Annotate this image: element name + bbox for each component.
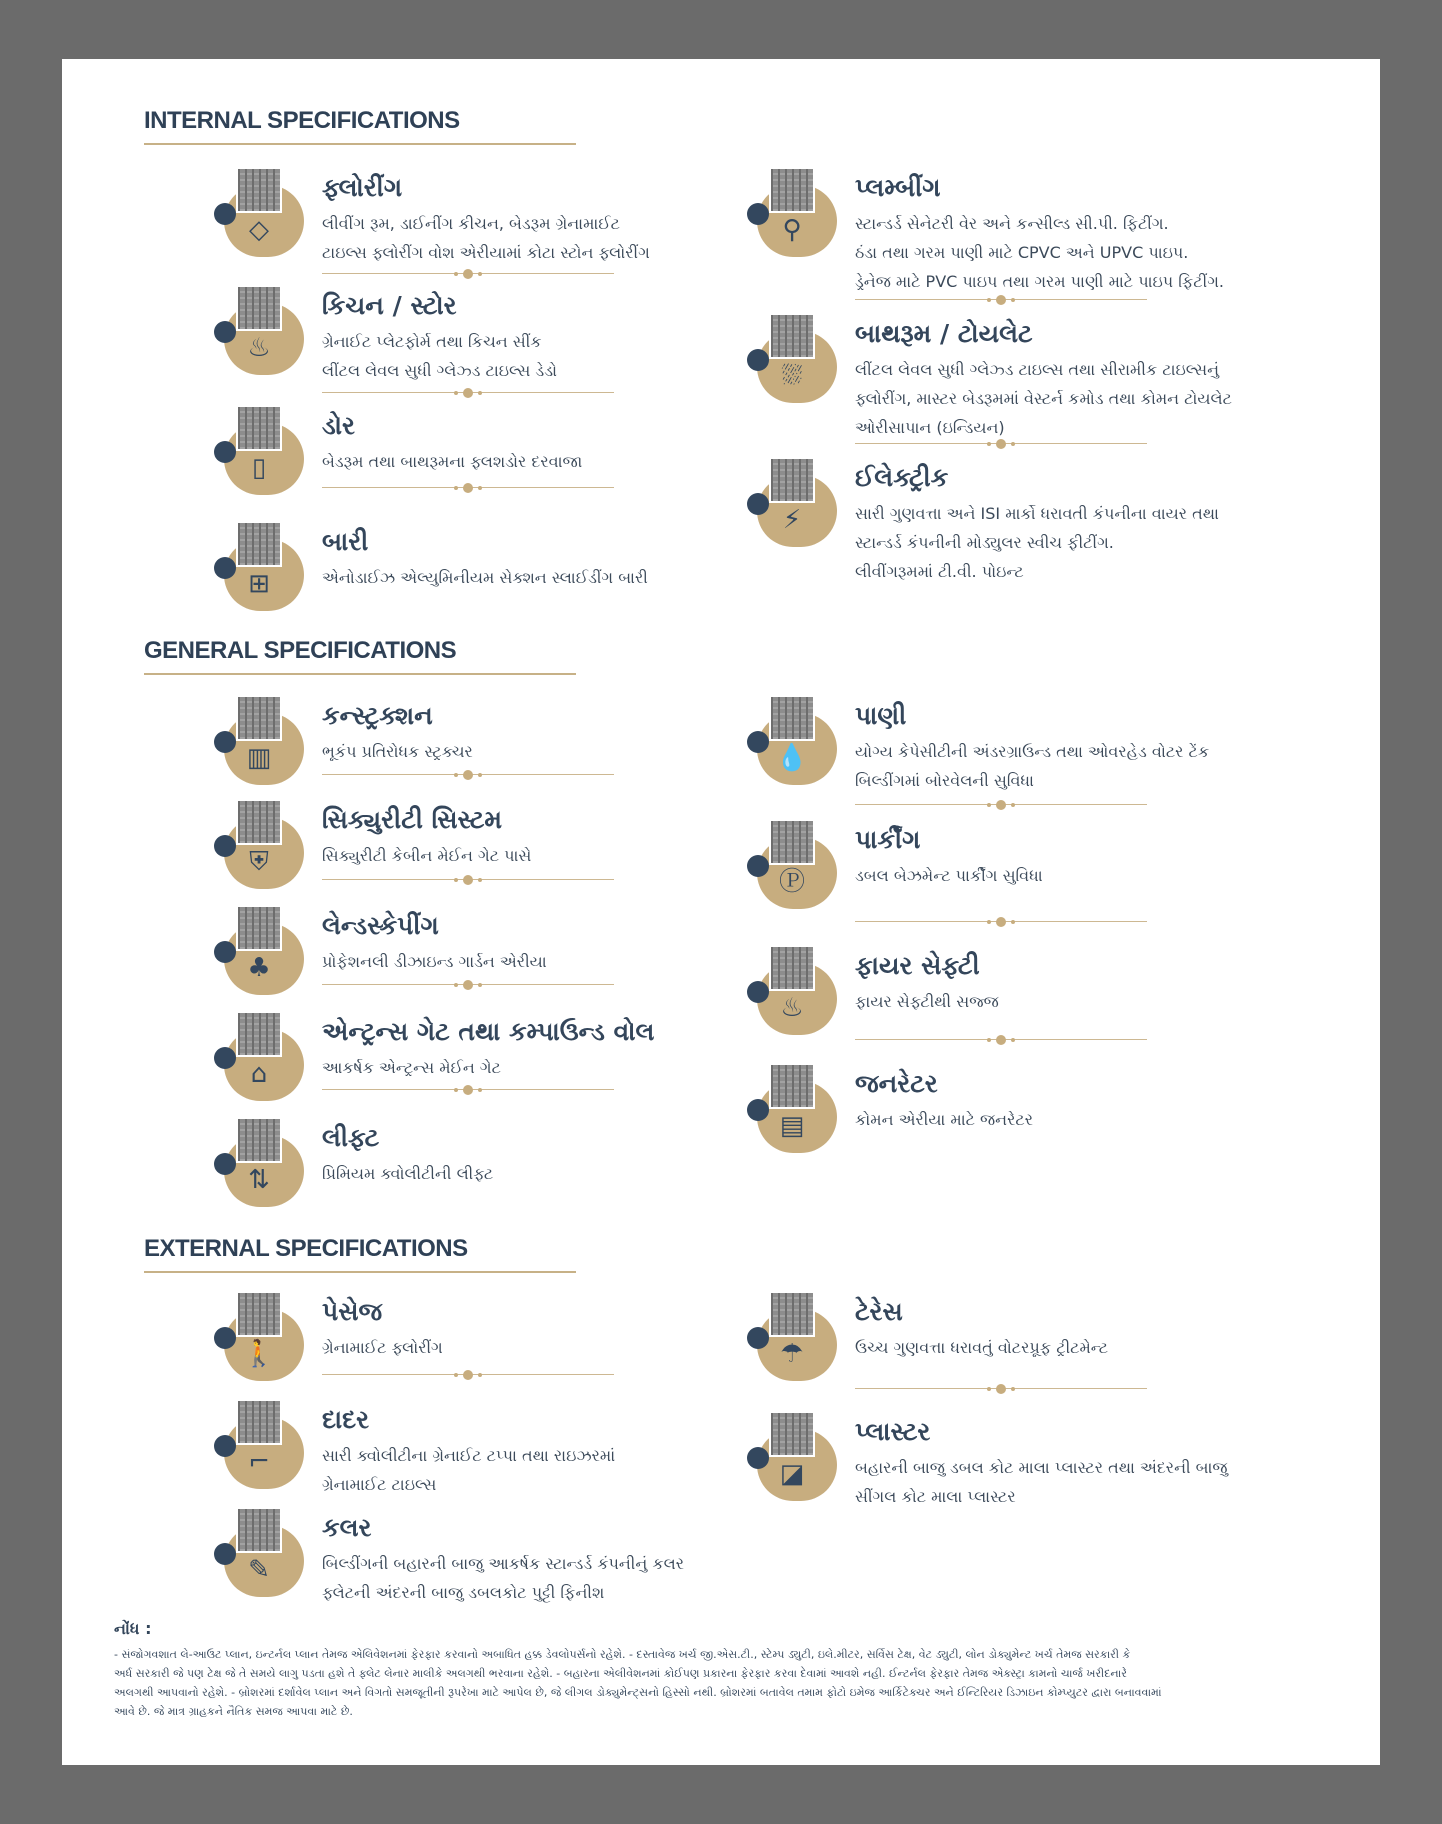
- generator-icon: ▤: [779, 1111, 805, 1141]
- spec-title: કન્સ્ટ્રક્શન: [322, 701, 433, 730]
- item-divider: [322, 774, 614, 775]
- walking-person-icon: 🚶: [242, 1339, 276, 1369]
- spec-desc: સારી ક્વોલીટીના ગ્રેનાઈટ ટપ્પા તથા રાઇઝરમાં ગ્રેનામાઈટ ટાઇલ્સ: [322, 1446, 616, 1494]
- item-divider: [855, 443, 1147, 444]
- spec-desc: ઉચ્ચ ગુણવત્તા ધરાવતું વોટરપ્રૂફ ટ્રીટમેન્ટ: [855, 1338, 1109, 1357]
- item-divider: [855, 1388, 1147, 1389]
- spec-title: કિચન / સ્ટોર: [322, 291, 457, 320]
- spec-title: પાર્કીંગ: [855, 825, 921, 854]
- window-icon: ⊞: [248, 569, 270, 599]
- spec-desc: ભૂકંપ પ્રતિરોધક સ્ટ્રક્ચર: [322, 742, 473, 761]
- trees-icon: ♣: [247, 953, 271, 983]
- water-drop-icon: 💧: [775, 743, 809, 773]
- section-divider: [144, 1271, 576, 1273]
- section-title-internal: INTERNAL SPECIFICATIONS: [144, 107, 460, 134]
- stairs-icon: ⌐: [248, 1447, 270, 1477]
- spec-desc: પ્રિમિયમ ક્વોલીટીની લીફ્ટ: [322, 1164, 494, 1183]
- spec-desc: પ્રોફેશનલી ડીઝાઇન્ડ ગાર્ડન એરીયા: [322, 952, 547, 971]
- item-divider: [855, 804, 1147, 805]
- security-guard-icon: ⛨: [249, 847, 269, 877]
- item-divider: [322, 1089, 614, 1090]
- spec-desc: આકર્ષક એન્ટ્રન્સ મેઈન ગેટ: [322, 1058, 501, 1077]
- faucet-icon: ⚲: [782, 215, 802, 245]
- spec-title: ફાયર સેફ્ટી: [855, 951, 980, 980]
- spec-title: ડોર: [322, 411, 355, 440]
- spec-desc: લીવીંગ રૂમ, ડાઈનીંગ કીચન, બેડરૂમ ગ્રેનામાઈટ ટાઇલ્સ ફ્લોરીંગ વોશ એરીયામાં કોટા સ્ટોન ફ્લોરીંગ: [322, 214, 650, 262]
- spec-title: પાણી: [855, 701, 907, 730]
- specification-sheet: [62, 59, 1380, 1765]
- item-divider: [322, 984, 614, 985]
- spec-desc: ગ્રેનામાઈટ ફ્લોરીંગ: [322, 1338, 443, 1357]
- section-title-general: GENERAL SPECIFICATIONS: [144, 637, 457, 664]
- item-divider: [855, 299, 1147, 300]
- item-divider: [322, 273, 614, 274]
- spec-title: દાદર: [322, 1405, 370, 1434]
- notes-line: - સંજોગવશાત લે-આઉટ પ્લાન, ઇન્ટર્નલ પ્લાન તેમજ એલિવેશનમાં ફેરફાર કરવાનો અબાધિત હક્ક ડેવલોપર્સનો રહેશે. - દસ્તાવેજ ખર્ચ જી.એસ.ટી., સ્ટેમ્પ ડ્યુટી, ઇલે.મીટર, સર્વિસ ટેક્ષ, વેટ ડ્યુટી, લોન ડોક્યુમેન્ટ ખર્ચ તેમજ સરકારી કે: [114, 1648, 1131, 1661]
- tiles-icon: ◇: [249, 215, 269, 245]
- badge: [214, 167, 304, 257]
- item-divider: [855, 921, 1147, 922]
- notes-line: આવે છે. જે માત્ર ગ્રાહકને નૈતિક સમજ આપવા માટે છે.: [114, 1705, 353, 1718]
- spec-desc: ફાયર સેફ્ટીથી સજ્જ: [855, 992, 999, 1011]
- spec-title: ઈલેક્ટ્રીક: [855, 463, 949, 492]
- notes-line: અલગથી આપવાનો રહેશે. - બ્રોશરમાં દર્શાવેલ પ્લાન અને વિગતો સમજૂતીની રૂપરેખા માટે આપેલ છે, જે લીગલ ડોક્યુમેન્ટ્સનો હિસ્સો નથી. બ્રોશરમાં બતાવેલ તમામ ફોટો ઇમેજ આર્કિટેક્ચર અને ઈન્ટિરિયર ડિઝાઇન કોમ્પ્યુટર દ્વારા બનાવવામાં: [114, 1686, 1162, 1699]
- section-title-external: EXTERNAL SPECIFICATIONS: [144, 1235, 468, 1262]
- item-divider: [855, 1039, 1147, 1040]
- spec-desc: કોમન એરીયા માટે જનરેટર: [855, 1110, 1033, 1129]
- spec-title: પેસેજ: [322, 1297, 383, 1326]
- section-divider: [144, 673, 576, 675]
- spec-title: જનરેટર: [855, 1069, 938, 1098]
- terrace-umbrella-icon: ☂: [780, 1339, 804, 1369]
- spec-title: ફ્લોરીંગ: [322, 173, 403, 202]
- spec-desc: બહારની બાજુ ડબલ કોટ માલા પ્લાસ્ટર તથા અંદરની બાજુ સીંગલ કોટ માલા પ્લાસ્ટર: [855, 1458, 1228, 1506]
- spec-title: લેન્ડસ્કેપીંગ: [322, 911, 439, 940]
- spec-desc: લીંટલ લેવલ સુધી ગ્લેઝ્ડ ટાઇલ્સ તથા સીરામીક ટાઇલ્સનું ફ્લોરીંગ, માસ્ટર બેડરૂમમાં વેસ્ટર્ન કમોડ તથા કોમન ટોયલેટ ઓરીસાપાન (ઇન્ડિયન): [855, 360, 1232, 437]
- spec-desc: એનોડાઈઝ એલ્યુમિનીયમ સેક્શન સ્લાઈડીંગ બારી: [322, 568, 648, 587]
- spec-title: પ્લમ્બીંગ: [855, 173, 941, 202]
- notes-line: અર્ધ સરકારી જે પણ ટેક્ષ જે તે સમયે લાગુ પડતા હશે તે ફ્લેટ લેનાર માલીકે અલગથી ભરવાના રહેશે. - બહારના એલીવેશનમાં કોઈપણ પ્રકારના ફેરફાર કરવા દેવામાં આવશે નહી. ઈન્ટર્નલ ફેરફાર તેમજ એક્સ્ટ્રા કામનો ચાર્જ ખરીદનારે: [114, 1667, 1127, 1680]
- electric-icon: ⚡: [782, 505, 802, 535]
- spec-desc: સ્ટાન્ડર્ડ સેનેટરી વેર અને કન્સીલ્ડ સી.પી. ફિટીંગ. ઠંડા તથા ગરમ પાણી માટે CPVC અને UPVC પાઇપ. ડ્રેનેજ માટે PVC પાઇપ તથા ગરમ પાણી માટે પાઇપ ફિટીંગ.: [855, 214, 1224, 291]
- paint-roller-icon: ✎: [248, 1555, 270, 1585]
- notes: [114, 1619, 1344, 1721]
- spec-title: બારી: [322, 527, 369, 556]
- item-divider: [322, 392, 614, 393]
- bathtub-icon: ⛆: [781, 361, 803, 391]
- spec-title: સિક્યુરીટી સિસ્ટમ: [322, 805, 503, 834]
- lift-icon: ⇅: [248, 1165, 270, 1195]
- trowel-icon: ◪: [779, 1459, 805, 1489]
- building-icon: ▥: [246, 743, 272, 773]
- item-divider: [322, 1374, 614, 1375]
- spec-title: પ્લાસ્ટર: [855, 1417, 931, 1446]
- spec-title: ટેરેસ: [855, 1297, 903, 1326]
- spec-title: લીફ્ટ: [322, 1123, 380, 1152]
- spec-desc: સિક્યુરીટી કેબીન મેઈન ગેટ પાસે: [322, 846, 532, 865]
- item-divider: [322, 879, 614, 880]
- spec-title: બાથરૂમ / ટોયલેટ: [855, 319, 1033, 348]
- spec-desc: બિલ્ડીંગની બહારની બાજુ આકર્ષક સ્ટાન્ડર્ડ કંપનીનું કલર ફ્લેટની અંદરની બાજુ ડબલકોટ પુટ્ટી ફિનીશ: [322, 1554, 685, 1602]
- spec-desc: બેડરૂમ તથા બાથરૂમના ફ્લશડોર દરવાજા: [322, 452, 583, 471]
- section-divider: [144, 143, 576, 145]
- spec-title: એન્ટ્રન્સ ગેટ તથા કમ્પાઉન્ડ વોલ: [322, 1017, 655, 1046]
- parking-icon: Ⓟ: [778, 867, 805, 897]
- kitchen-icon: ♨: [247, 333, 271, 363]
- spec-desc: સારી ગુણવત્તા અને ISI માર્કો ધરાવતી કંપનીના વાયર તથા સ્ટાન્ડર્ડ કંપનીની મોડ્યુલર સ્વીચ ફીટીંગ. લીવીંગરૂમમાં ટી.વી. પોઇન્ટ: [855, 504, 1219, 581]
- notes-heading: નોંધ :: [114, 1619, 152, 1638]
- spec-title: કલર: [322, 1513, 372, 1542]
- spec-desc: ગ્રેનાઈટ પ્લેટફોર્મ તથા કિચન સીંક લીંટલ લેવલ સુધી ગ્લેઝ્ડ ટાઇલ્સ ડેડો: [322, 332, 557, 380]
- spec-desc: યોગ્ય કેપેસીટીની અંડરગ્રાઉન્ડ તથા ઓવરહેડ વોટર ટેંક બિલ્ડીંગમાં બોરવેલની સુવિધા: [855, 742, 1210, 790]
- fire-extinguisher-icon: ♨: [780, 993, 804, 1023]
- door-icon: ▯: [251, 453, 267, 483]
- item-divider: [322, 487, 614, 488]
- gate-icon: ⌂: [250, 1059, 268, 1089]
- spec-desc: ડબલ બેઝમેન્ટ પાર્કીંગ સુવિધા: [855, 866, 1043, 885]
